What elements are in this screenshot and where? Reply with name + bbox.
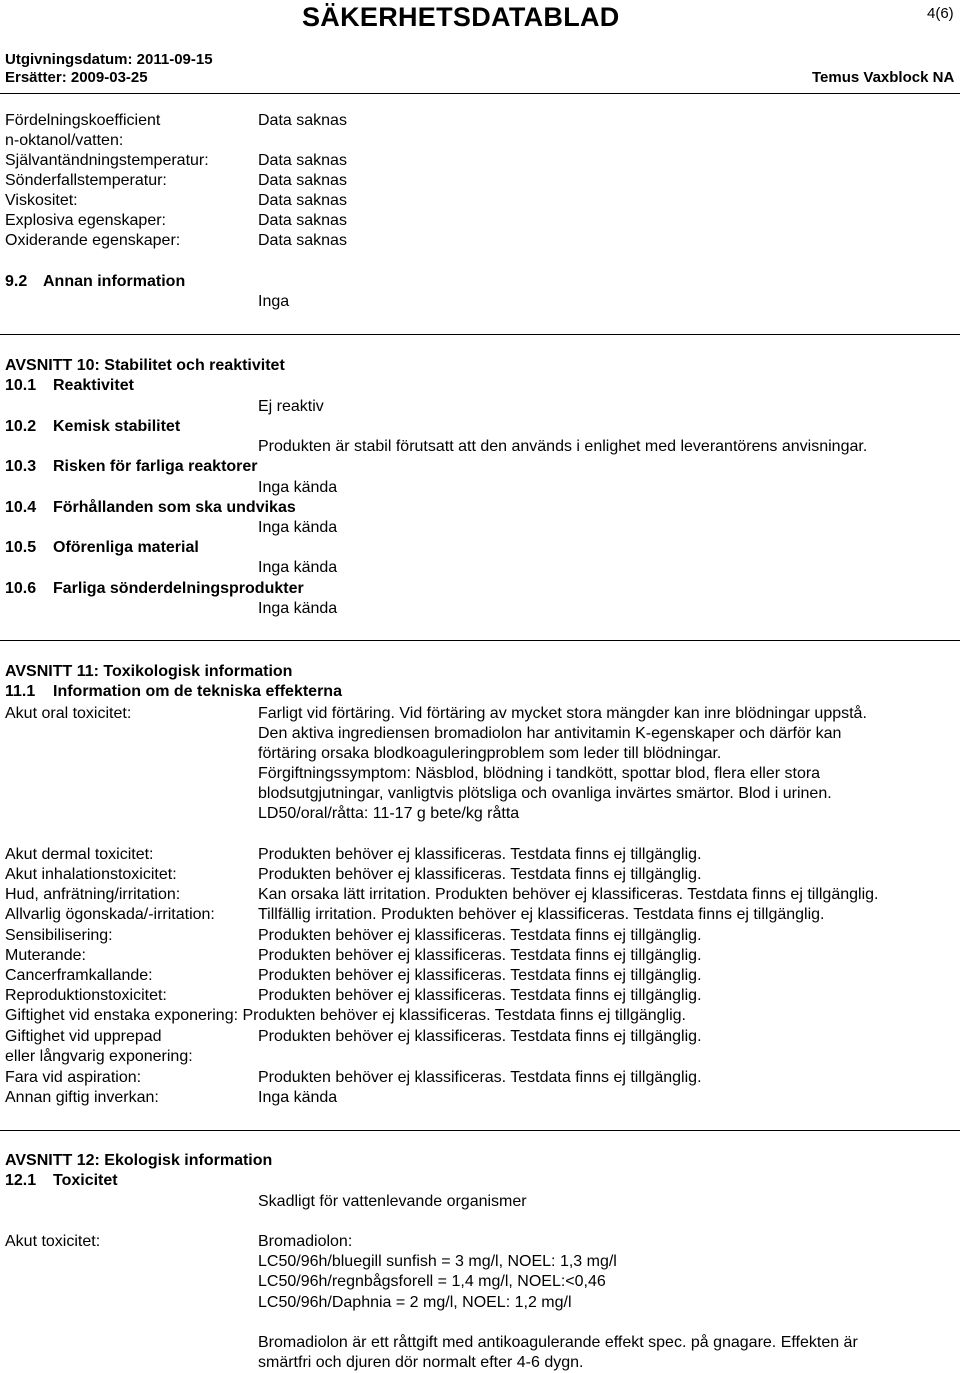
subsection-number: 12.1 xyxy=(5,1172,37,1189)
ecotox-note-line: smärtfri och djuren dör normalt efter 4-6 dygn. xyxy=(258,1354,584,1371)
tox-value: Produkten behöver ej klassificeras. Testdata finns ej tillgänglig. xyxy=(258,987,702,1004)
tox-label: Muterande: xyxy=(5,947,86,964)
section-12-title: AVSNITT 12: Ekologisk information xyxy=(5,1152,273,1169)
section-divider xyxy=(0,1130,960,1131)
header-divider xyxy=(0,93,960,94)
subsection-heading xyxy=(5,417,180,437)
aspiration-value: Produkten behöver ej klassificeras. Testdata finns ej tillgänglig. xyxy=(258,1069,702,1086)
tox-value: Tillfällig irritation. Produkten behöver ej klassificeras. Testdata finns ej tillgänglig. xyxy=(258,906,825,923)
acute-toxicity-line: Bromadiolon: xyxy=(258,1233,353,1250)
repeated-exposure-label: eller långvarig exponering: xyxy=(5,1048,193,1065)
oral-toxicity-line: Farligt vid förtäring. Vid förtäring av mycket stora mängder kan inre blödningar uppstå. xyxy=(258,705,867,722)
subsection-value: Inga kända xyxy=(258,479,338,496)
section-number: 9.2 xyxy=(5,273,28,290)
acute-toxicity-line: LC50/96h/bluegill sunfish = 3 mg/l, NOEL: 1,3 mg/l xyxy=(258,1253,617,1270)
oral-toxicity-line: förtäring orsaka blodkoaguleringproblem som leder till blödningar. xyxy=(258,745,722,762)
oral-toxicity-line: blodsutgjutningar, vanligtvis plötsliga och ovanliga invärtes smärtor. Blod i urinen. xyxy=(258,785,832,802)
subsection-value: Ej reaktiv xyxy=(258,398,324,415)
product-name: Temus Vaxblock NA xyxy=(812,69,955,86)
prop-label: Sönderfallstemperatur: xyxy=(5,172,167,189)
subsection-heading xyxy=(5,1171,118,1191)
tox-value: Produkten behöver ej klassificeras. Testdata finns ej tillgänglig. xyxy=(258,967,702,984)
tox-value: Kan orsaka lätt irritation. Produkten behöver ej klassificeras. Testdata finns ej tillgänglig. xyxy=(258,886,879,903)
subsection-heading xyxy=(5,538,199,558)
subsection-title: Förhållanden som ska undvikas xyxy=(53,499,296,516)
toxicity-summary: Skadligt för vattenlevande organismer xyxy=(258,1193,527,1210)
oral-toxicity-line: LD50/oral/råtta: 11-17 g bete/kg råtta xyxy=(258,805,520,822)
other-effects-value: Inga kända xyxy=(258,1089,338,1106)
ecotox-note-line: Bromadiolon är ett råttgift med antikoagulerande effekt spec. på gnagare. Effekten är xyxy=(258,1334,858,1351)
tox-label: Cancerframkallande: xyxy=(5,967,153,984)
tox-label: Reproduktionstoxicitet: xyxy=(5,987,167,1004)
section-9-2-value: Inga xyxy=(258,293,290,310)
prop-value: Data saknas xyxy=(258,192,347,209)
subsection-heading xyxy=(5,682,342,702)
repeated-exposure-label: Giftighet vid upprepad xyxy=(5,1028,162,1045)
tox-value: Produkten behöver ej klassificeras. Testdata finns ej tillgänglig. xyxy=(258,927,702,944)
document-title: SÄKERHETSDATABLAD xyxy=(302,2,620,32)
repeated-exposure-value: Produkten behöver ej klassificeras. Testdata finns ej tillgänglig. xyxy=(258,1028,702,1045)
tox-label: Allvarlig ögonskada/-irritation: xyxy=(5,906,215,923)
oral-toxicity-line: Förgiftningssymptom: Näsblod, blödning i tandkött, spottar blod, flera eller stora xyxy=(258,765,821,782)
subsection-heading xyxy=(5,498,296,518)
subsection-heading xyxy=(5,376,134,396)
prop-value: Data saknas xyxy=(258,152,347,169)
prop-label: Oxiderande egenskaper: xyxy=(5,232,181,249)
single-exposure-row: Giftighet vid enstaka exponering: Produkten behöver ej klassificeras. Testdata finns ej tillgänglig. xyxy=(5,1007,686,1024)
replaces-date: Ersätter: 2009-03-25 xyxy=(5,69,148,86)
tox-label: Akut dermal toxicitet: xyxy=(5,846,154,863)
oral-toxicity-line: Den aktiva ingrediensen bromadiolon har antivitamin K-egenskaper och därför kan xyxy=(258,725,842,742)
tox-label: Akut inhalationstoxicitet: xyxy=(5,866,177,883)
prop-value: Data saknas xyxy=(258,212,347,229)
acute-toxicity-line: LC50/96h/Daphnia = 2 mg/l, NOEL: 1,2 mg/l xyxy=(258,1294,572,1311)
subsection-value: Inga kända xyxy=(258,559,338,576)
subsection-heading xyxy=(5,457,258,477)
section-10-title: AVSNITT 10: Stabilitet och reaktivitet xyxy=(5,357,285,374)
section-title: Annan information xyxy=(43,273,186,290)
subsection-number: 11.1 xyxy=(5,683,36,700)
section-11-title: AVSNITT 11: Toxikologisk information xyxy=(5,663,293,680)
prop-label: n-oktanol/vatten: xyxy=(5,132,124,149)
prop-value: Data saknas xyxy=(258,232,347,249)
prop-label: Fördelningskoefficient xyxy=(5,112,161,129)
subsection-title: Risken för farliga reaktorer xyxy=(53,458,258,475)
subsection-heading xyxy=(5,579,304,599)
tox-label: Sensibilisering: xyxy=(5,927,113,944)
tox-value: Produkten behöver ej klassificeras. Testdata finns ej tillgänglig. xyxy=(258,866,702,883)
subsection-number: 10.2 xyxy=(5,418,37,435)
other-effects-label: Annan giftig inverkan: xyxy=(5,1089,159,1106)
page-number: 4(6) xyxy=(927,5,954,22)
subsection-title: Farliga sönderdelningsprodukter xyxy=(53,580,304,597)
issue-date: Utgivningsdatum: 2011-09-15 xyxy=(5,51,213,68)
prop-label: Självantändningstemperatur: xyxy=(5,152,209,169)
oral-toxicity-label: Akut oral toxicitet: xyxy=(5,705,132,722)
prop-label: Explosiva egenskaper: xyxy=(5,212,166,229)
subsection-title: Oförenliga material xyxy=(53,539,199,556)
subsection-title: Kemisk stabilitet xyxy=(53,418,181,435)
subsection-number: 10.1 xyxy=(5,377,37,394)
section-divider xyxy=(0,334,960,335)
section-divider xyxy=(0,640,960,641)
subsection-title: Toxicitet xyxy=(53,1172,118,1189)
tox-value: Produkten behöver ej klassificeras. Testdata finns ej tillgänglig. xyxy=(258,846,702,863)
subsection-value: Inga kända xyxy=(258,600,338,617)
acute-toxicity-label: Akut toxicitet: xyxy=(5,1233,101,1250)
subsection-number: 10.5 xyxy=(5,539,37,556)
acute-toxicity-line: LC50/96h/regnbågsforell = 1,4 mg/l, NOEL:<0,46 xyxy=(258,1273,606,1290)
subsection-number: 10.4 xyxy=(5,499,37,516)
section-9-2-heading xyxy=(5,272,185,292)
tox-value: Produkten behöver ej klassificeras. Testdata finns ej tillgänglig. xyxy=(258,947,702,964)
prop-value: Data saknas xyxy=(258,172,347,189)
subsection-number: 10.6 xyxy=(5,580,37,597)
subsection-number: 10.3 xyxy=(5,458,37,475)
aspiration-label: Fara vid aspiration: xyxy=(5,1069,142,1086)
prop-value: Data saknas xyxy=(258,112,347,129)
subsection-value: Produkten är stabil förutsatt att den används i enlighet med leverantörens anvisningar. xyxy=(258,438,868,455)
tox-label: Hud, anfrätning/irritation: xyxy=(5,886,181,903)
subsection-value: Inga kända xyxy=(258,519,338,536)
subsection-title: Information om de tekniska effekterna xyxy=(53,683,342,700)
subsection-title: Reaktivitet xyxy=(53,377,134,394)
prop-label: Viskositet: xyxy=(5,192,78,209)
